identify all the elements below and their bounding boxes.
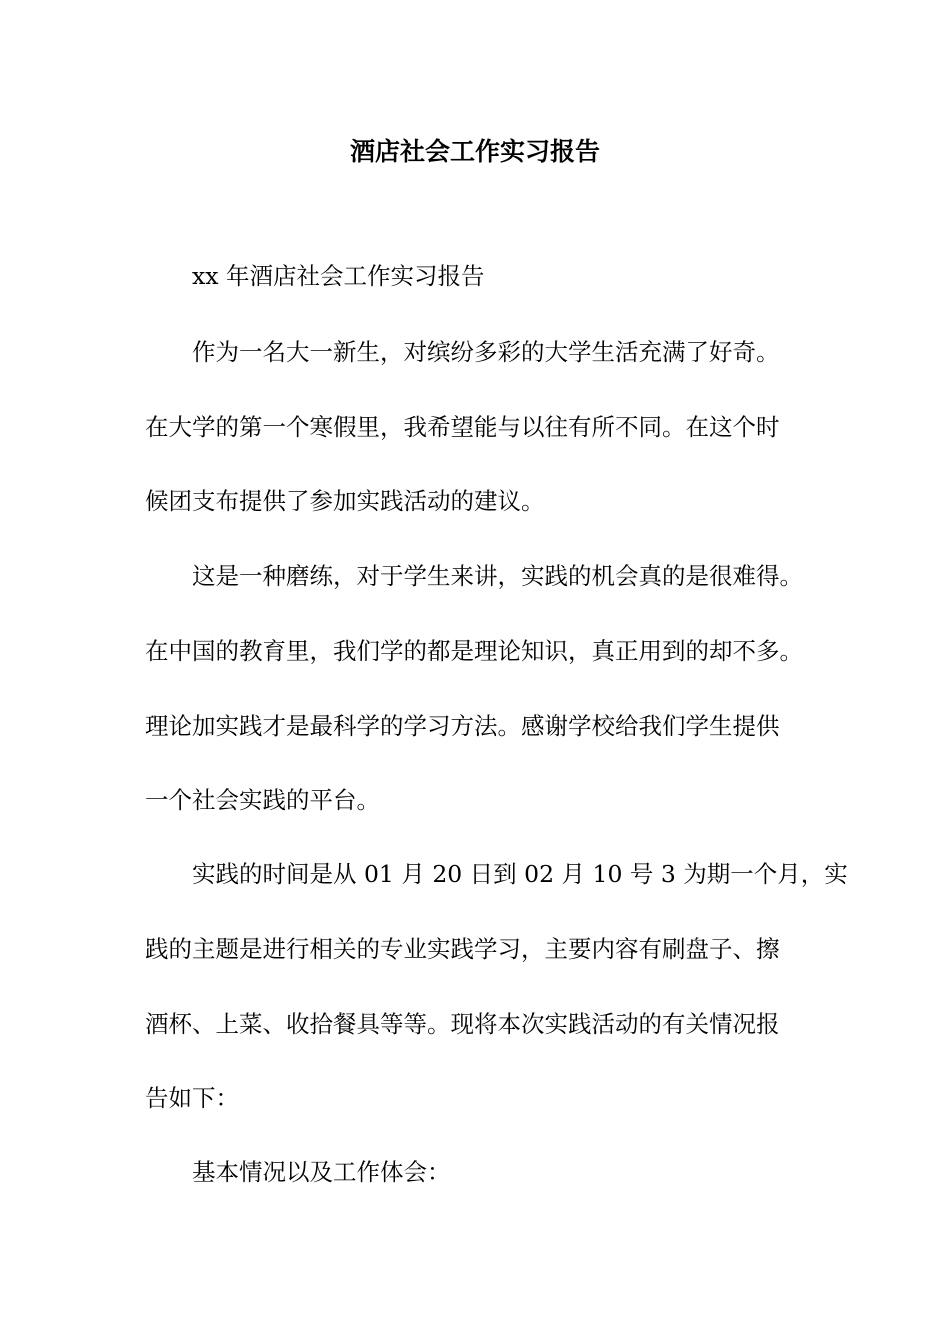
paragraph-3-line-1: 实践的时间是从 01 月 20 日到 02 月 10 号 3 为期一个月，实 <box>192 860 848 888</box>
document-title: 酒店社会工作实习报告 <box>349 137 600 166</box>
paragraph-1-line-1: 作为一名大一新生，对缤纷多彩的大学生活充满了好奇。 <box>192 338 780 366</box>
paragraph-3-line-3: 酒杯、上菜、收拾餐具等等。现将本次实践活动的有关情况报 <box>145 1010 780 1038</box>
paragraph-2-line-3: 理论加实践才是最科学的学习方法。感谢学校给我们学生提供 <box>145 712 780 740</box>
paragraph-2-line-1: 这是一种磨练，对于学生来讲，实践的机会真的是很难得。 <box>192 562 803 590</box>
paragraph-2-line-4: 一个社会实践的平台。 <box>145 786 380 814</box>
paragraph-1-line-3: 候团支布提供了参加实践活动的建议。 <box>145 487 545 515</box>
section-heading-basic-situation: 基本情况以及工作体会： <box>192 1158 451 1186</box>
paragraph-subtitle: xx 年酒店社会工作实习报告 <box>192 262 485 290</box>
paragraph-3-line-2: 践的主题是进行相关的专业实践学习，主要内容有刷盘子、擦 <box>145 935 780 963</box>
paragraph-3-line-4: 告如下： <box>145 1084 239 1112</box>
paragraph-2-line-2: 在中国的教育里，我们学的都是理论知识，真正用到的却不多。 <box>145 637 803 665</box>
paragraph-1-line-2: 在大学的第一个寒假里，我希望能与以往有所不同。在这个时 <box>145 413 780 441</box>
